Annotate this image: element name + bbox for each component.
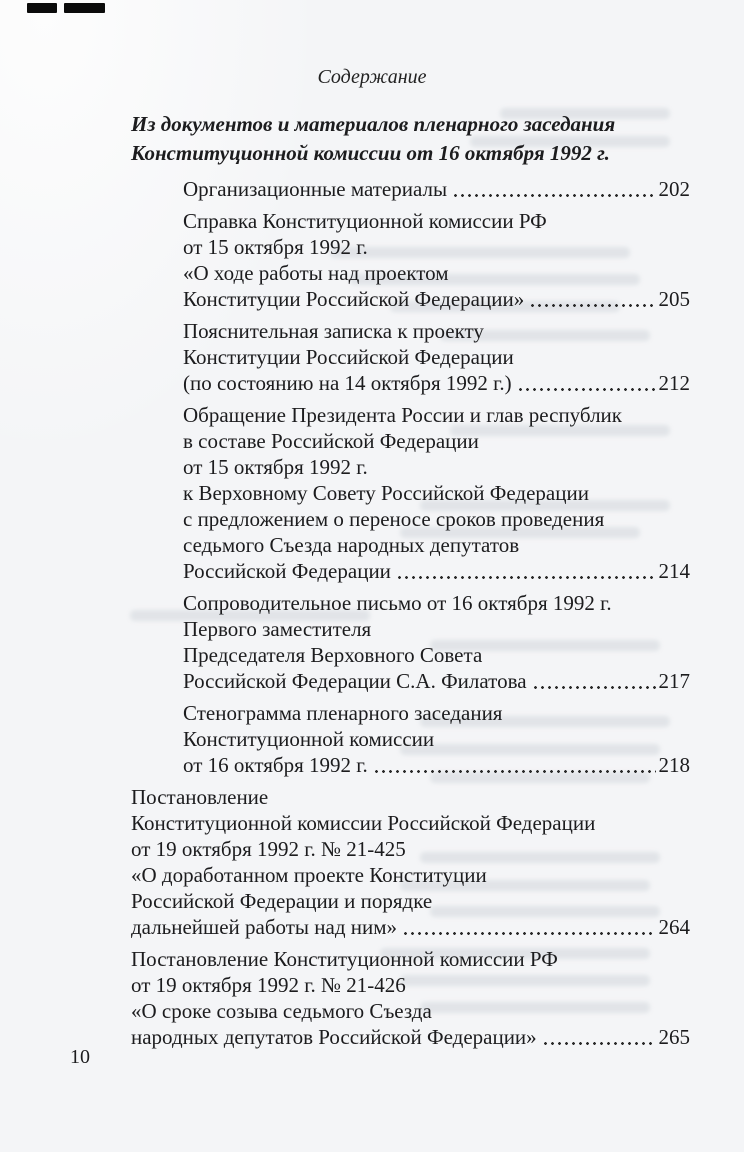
toc-entry-row <box>131 914 690 940</box>
toc-page-ref: 212 <box>658 371 690 395</box>
dot-leader <box>373 752 656 778</box>
toc-entry-text: Председателя Верховного Совета <box>183 643 483 667</box>
dot-leader <box>542 1024 656 1050</box>
toc-entry-text: Конституционной комиссии <box>183 727 435 751</box>
toc-entry-text: Российской Федерации и порядке <box>131 889 433 913</box>
toc-entry <box>131 946 690 1050</box>
toc-entry-text: «О ходе работы над проектом <box>183 261 449 285</box>
toc-page-ref: 202 <box>658 177 690 201</box>
toc-entry-text: «О сроке созыва седьмого Съезда <box>131 999 432 1023</box>
toc-entry-text: Конституции Российской Федерации» <box>183 287 525 311</box>
toc-page-ref: 214 <box>658 559 690 583</box>
toc-entry-row <box>183 176 690 202</box>
toc-entry-text: Постановление Конституционной комиссии РФ <box>131 947 558 971</box>
toc-entry-text: Конституции Российской Федерации <box>183 345 514 369</box>
toc-entry-text: с предложением о переносе сроков проведения <box>183 507 605 531</box>
toc-entry-text: народных депутатов Российской Федерации» <box>131 1025 537 1049</box>
toc-entry-text: Первого заместителя <box>183 617 372 641</box>
toc-entry-text: дальнейшей работы над ним» <box>131 915 398 939</box>
section-heading-line: Конституционной комиссии от 16 октября 1992 г. <box>131 141 610 165</box>
section-heading-line: Из документов и материалов пленарного заседания <box>131 112 616 136</box>
dot-leader <box>396 558 656 584</box>
toc-entry-row <box>183 286 690 312</box>
toc-entry-text: Российской Федерации <box>183 559 391 583</box>
dot-leader <box>402 914 655 940</box>
toc-entry-row <box>131 1024 690 1050</box>
toc-entry-text: от 19 октября 1992 г. № 21-425 <box>131 837 406 861</box>
toc-entry-text: Сопроводительное письмо от 16 октября 1992 г. <box>183 591 612 615</box>
toc-entry-text: Постановление <box>131 785 269 809</box>
toc-entry-text: седьмого Съезда народных депутатов <box>183 533 520 557</box>
page-number: 10 <box>70 1046 90 1068</box>
toc-page-ref: 265 <box>658 1025 690 1049</box>
toc-entry-text: Российской Федерации С.А. Филатова <box>183 669 527 693</box>
toc-entry-row <box>183 370 690 396</box>
toc-entry-text: Справка Конституционной комиссии РФ <box>183 209 547 233</box>
toc-entry-row <box>183 558 690 584</box>
toc-entry-text: к Верховному Совету Российской Федерации <box>183 481 589 505</box>
toc-page-ref: 218 <box>658 753 690 777</box>
toc-entry-row <box>183 752 690 778</box>
dot-leader <box>517 370 656 396</box>
toc-entry <box>131 784 690 940</box>
toc-entry-text: от 15 октября 1992 г. <box>183 455 368 479</box>
toc-entry-text: Обращение Президента России и глав республик <box>183 403 622 427</box>
toc-entry <box>183 402 690 584</box>
toc-entry-text: Пояснительная записка к проекту <box>183 319 484 343</box>
toc-page-ref: 217 <box>658 669 690 693</box>
toc-entry-text: Стенограмма пленарного заседания <box>183 701 503 725</box>
toc-list <box>131 176 690 1050</box>
toc-entry <box>183 208 690 312</box>
toc-entry-text: Конституционной комиссии Российской Федерации <box>131 811 596 835</box>
toc-entry-text: в составе Российской Федерации <box>183 429 479 453</box>
toc-entry <box>183 700 690 778</box>
toc-entry-text: (по состоянию на 14 октября 1992 г.) <box>183 371 512 395</box>
toc-entry <box>183 318 690 396</box>
toc-entry-text: от 19 октября 1992 г. № 21-426 <box>131 973 406 997</box>
dot-leader <box>532 668 656 694</box>
toc-entry-text: «О доработанном проекте Конституции <box>131 863 487 887</box>
toc-page-ref: 264 <box>658 915 690 939</box>
section-heading <box>131 110 690 168</box>
toc-entry-text: от 15 октября 1992 г. <box>183 235 368 259</box>
toc-entry <box>183 176 690 202</box>
toc-page-ref: 205 <box>658 287 690 311</box>
toc-entry <box>183 590 690 694</box>
toc-entry-text: от 16 октября 1992 г. <box>183 753 368 777</box>
dot-leader <box>529 286 655 312</box>
toc-entry-text: Организационные материалы <box>183 177 448 201</box>
dot-leader <box>452 176 655 202</box>
running-head: Содержание <box>317 66 427 88</box>
toc-entry-row <box>183 668 690 694</box>
